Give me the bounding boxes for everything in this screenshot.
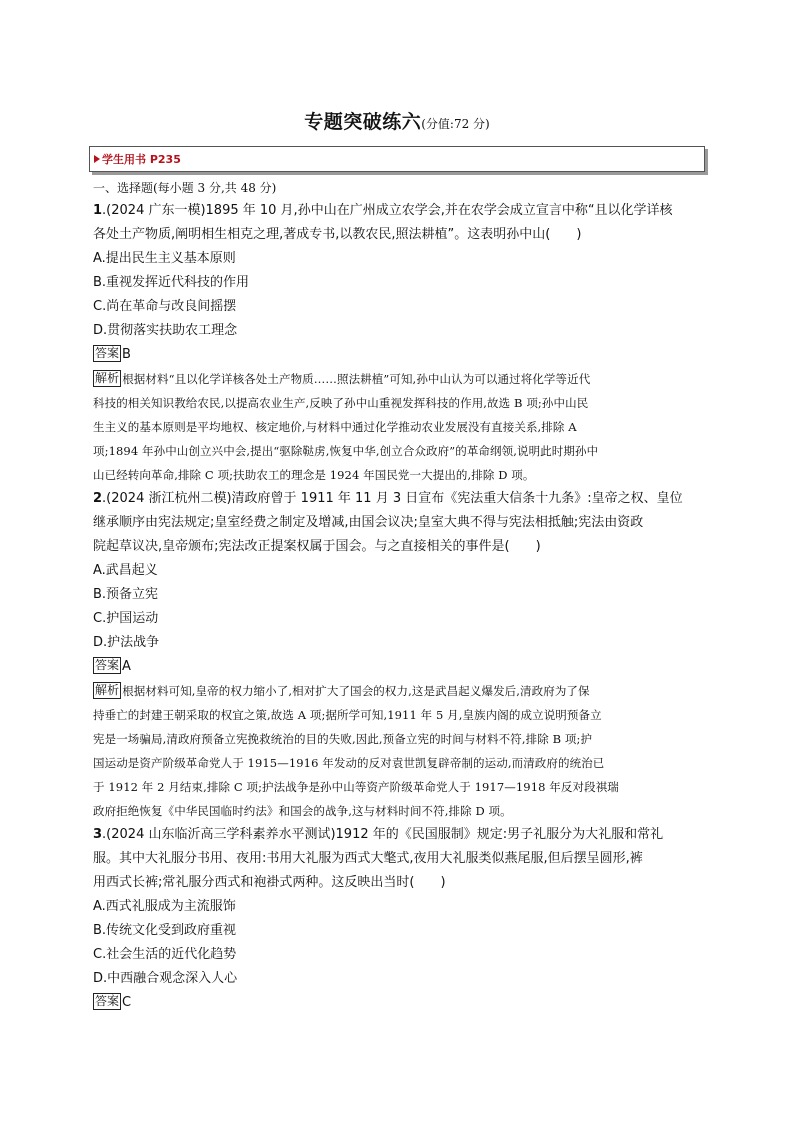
question-1 [93,199,705,487]
question-stem-line: 各处土产物质,阐明相生相克之理,著成专书,以教农民,照法耕植”。这表明孙中山( ) [93,227,582,242]
analysis-line: 宪是一场骗局,清政府预备立宪挽救统治的目的失败,因此,预备立宪的时间与材料不符,排除 B 项;护 [93,732,593,746]
analysis-line: 生主义的基本原则是平均地权、核定地价,与材料中通过化学推动农业发展没有直接关系,排除 A [93,420,577,434]
score-note: (分值:72 分) [421,117,490,131]
question-stem-line: 1.(2024 广东一模)1895 年 10 月,孙中山在广州成立农学会,并在农学会成立宣言中称“且以化学详核 [93,203,673,218]
question-stem-line: 用西式长裤;常礼服分西式和袍褂式两种。这反映出当时( ) [93,875,446,890]
option-a: A.提出民生主义基本原则 [93,251,236,266]
option-b: B.传统文化受到政府重视 [93,923,237,938]
analysis-line: 科技的相关知识教给农民,以提高农业生产,反映了孙中山重视发挥科技的作用,故选 B 项;孙中山民 [93,396,589,410]
answer-tag: 答案 [95,658,120,672]
option-c: C.护国运动 [93,611,159,626]
option-d: D.护法战争 [93,635,160,650]
question-stem-line: 院起草议决,皇帝颁布;宪法改正提案权属于国会。与之直接相关的事件是( ) [93,539,541,554]
answer-tag: 答案 [95,346,120,360]
section-heading: 一、选择题(每小题 3 分,共 48 分) [93,181,277,195]
answer-row [93,991,705,1015]
title-row [0,107,794,134]
answer-row [93,655,705,679]
analysis-block [93,367,705,487]
question-list [93,177,705,1015]
question-number: 3 [93,827,103,842]
option-c: C.社会生活的近代化趋势 [93,947,237,962]
analysis-line: 山已经转向革命,排除 C 项;扶助农工的理念是 1924 年国民党一大提出的,排除 D 项。 [93,468,535,482]
question-stem-line: 继承顺序由宪法规定;皇室经费之制定及增减,由国会议决;皇室大典不得与宪法相抵触;宪法由资政 [93,515,644,530]
answer-value: A [122,659,131,674]
analysis-line: 持垂亡的封建王朝采取的权宜之策,故选 A 项;据所学可知,1911 年 5 月,皇族内阁的成立说明预备立 [93,708,602,722]
arrow-right-icon [94,155,100,163]
answer-tag: 答案 [95,994,120,1008]
question-stem-line: 2.(2024 浙江杭州二模)清政府曾于 1911 年 11 月 3 日宣布《宪法重大信条十九条》:皇帝之权、皇位 [93,491,683,506]
question-3 [93,823,705,1015]
option-b: B.重视发挥近代科技的作用 [93,275,250,290]
question-stem-line: 3.(2024 山东临沂高三学科素养水平测试)1912 年的《民国服制》规定:男子礼服分为大礼服和常礼 [93,827,664,842]
analysis-line: 解析 根据材料可知,皇帝的权力缩小了,相对扩大了国会的权力,这是武昌起义爆发后,清政府为了保 [95,683,590,698]
answer-value: B [122,347,131,362]
analysis-tag: 解析 [95,371,120,385]
analysis-line: 解析 根据材料“且以化学详核各处土产物质……照法耕植”可知,孙中山认为可以通过将化学等近代 [95,371,591,386]
question-2 [93,487,705,823]
question-number: 1 [93,203,103,218]
analysis-line: 项;1894 年孙中山创立兴中会,提出“驱除鞑虏,恢复中华,创立合众政府”的革命纲领,说明此时期孙中 [93,444,599,458]
analysis-tag: 解析 [95,683,120,697]
option-b: B.预备立宪 [93,587,159,602]
student-book-banner [89,146,705,172]
analysis-line: 国运动是资产阶级革命党人于 1915—1916 年发动的反对袁世凯复辟帝制的运动,而清政府的统治已 [93,756,605,770]
option-d: D.贯彻落实扶助农工理念 [93,323,238,338]
answer-row [93,343,705,367]
page-title: 专题突破练六 [304,111,422,133]
option-d: D.中西融合观念深入人心 [93,971,238,986]
answer-value: C [122,995,132,1010]
student-book-reference: 学生用书 P235 [102,153,181,166]
analysis-block [93,679,705,823]
option-a: A.西式礼服成为主流服饰 [93,899,236,914]
analysis-line: 于 1912 年 2 月结束,排除 C 项;护法战争是孙中山等资产阶级革命党人于 1917—1918 年反对段祺瑞 [93,780,619,794]
option-c: C.尚在革命与改良间摇摆 [93,299,237,314]
question-number: 2 [93,491,103,506]
question-stem-line: 服。其中大礼服分书用、夜用:书用大礼服为西式大氅式,夜用大礼服类似燕尾服,但后摆呈圆形,裤 [93,851,643,866]
analysis-line: 政府拒绝恢复《中华民国临时约法》和国会的战争,这与材料时间不符,排除 D 项。 [93,804,512,818]
option-a: A.武昌起义 [93,563,158,578]
